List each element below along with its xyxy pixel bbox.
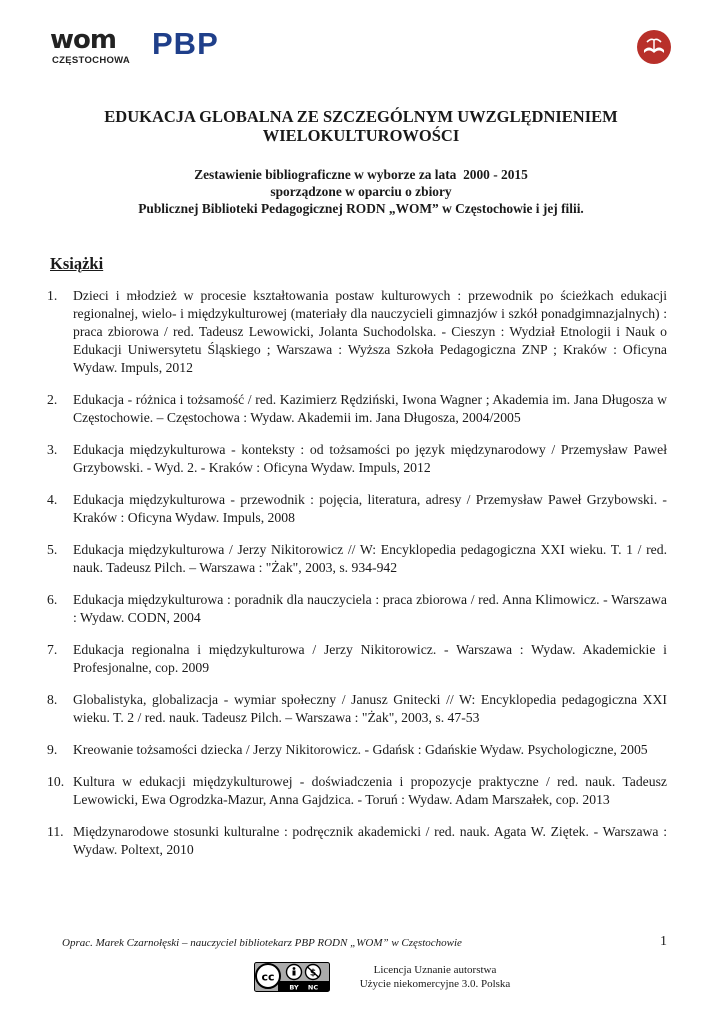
item-number: 11. — [47, 824, 64, 839]
open-book-logo-icon — [636, 29, 672, 65]
bibliography-item — [47, 441, 667, 477]
item-text: Dzieci i młodzież w procesie kształtowania postaw kulturowych : przewodnik po ścieżkach edukacji regionalnej, wielo- i międzykulturowej (materiały dla nauczycieli gimnazjów i szkół ponadgimnazjalnych) : praca zbiorowa / red. Tadeusz Lewowicki, Jolanta Suchodolska. - Cieszyn : Wydział Etnologii i Nauk o Edukacji Uniwersytetu Śląskiego ; Warszawa : Wyższa Szkoła Pedagogiczna ZNP ; Kraków : Oficyna Wydaw. Impuls, 2012 — [73, 288, 667, 375]
item-number: 3. — [47, 442, 58, 457]
item-text: Edukacja międzykulturowa - przewodnik : pojęcia, literatura, adresy / Przemysław Paweł Grzybowski. - Kraków : Oficyna Wydaw. Impuls, 2008 — [73, 492, 667, 525]
subtitle-line-1: Zestawienie bibliograficzne w wyborze za lata 2000 - 2015 — [194, 167, 528, 182]
wom-logo-city: CZĘSTOCHOWA — [52, 55, 131, 66]
pbp-logo-text: PBP — [152, 26, 219, 61]
item-number: 8. — [47, 692, 58, 707]
item-number: 1. — [47, 288, 58, 303]
item-text: Edukacja międzykulturowa / Jerzy Nikitorowicz // W: Encyklopedia pedagogiczna XXI wieku. T. 1 / red. nauk. Tadeusz Pilch. – Warszawa : "Żak", 2003, s. 934-942 — [73, 542, 667, 575]
bibliography-item — [47, 691, 667, 727]
item-number: 2. — [47, 392, 58, 407]
item-number: 9. — [47, 742, 58, 757]
license-line-1: Licencja Uznanie autorstwa — [373, 964, 497, 976]
item-text: Edukacja regionalna i międzykulturowa / Jerzy Nikitorowicz. - Warszawa : Wydaw. Akademickie i Profesjonalne, cop. 2009 — [73, 642, 667, 675]
title-line-1: EDUKACJA GLOBALNA ZE SZCZEGÓLNYM UWZGLĘDNIENIEM — [104, 107, 618, 126]
item-text: Edukacja - różnica i tożsamość / red. Kazimierz Rędziński, Iwona Wagner ; Akademia im. Jana Długosza w Częstochowie. – Częstochowa : Wydaw. Akademii im. Jana Długosza, 2004/2005 — [73, 392, 667, 425]
item-number: 7. — [47, 642, 58, 657]
bibliography-item — [47, 823, 667, 859]
item-text: Międzynarodowe stosunki kulturalne : podręcznik akademicki / red. nauk. Agata W. Ziętek. - Warszawa : Wydaw. Poltext, 2010 — [73, 824, 667, 857]
license-text — [335, 963, 535, 991]
item-text: Edukacja międzykulturowa : poradnik dla nauczyciela : praca zbiorowa / red. Anna Klimowicz. - Warszawa : Wydaw. CODN, 2004 — [73, 592, 667, 625]
bibliography-item — [47, 641, 667, 677]
bibliography-item — [47, 541, 667, 577]
bibliography-item — [47, 491, 667, 527]
header-logos — [50, 26, 672, 70]
bibliography-item — [47, 391, 667, 427]
item-text: Kreowanie tożsamości dziecka / Jerzy Nikitorowicz. - Gdańsk : Gdańskie Wydaw. Psychologiczne, 2005 — [73, 742, 648, 757]
bibliography-item — [47, 773, 667, 809]
document-title — [60, 107, 662, 145]
item-number: 6. — [47, 592, 58, 607]
title-line-2: WIELOKULTUROWOŚCI — [262, 126, 460, 145]
bibliography-item — [47, 287, 667, 377]
creative-commons-badge-icon — [254, 962, 330, 992]
item-number: 4. — [47, 492, 58, 507]
subtitle-line-3: Publicznej Biblioteki Pedagogicznej RODN „WOM” w Częstochowie i jej filii. — [138, 201, 584, 216]
cc-nc-label: NC — [307, 983, 319, 992]
item-text: Globalistyka, globalizacja - wymiar społeczny / Janusz Gnitecki // W: Encyklopedia pedagogiczna XXI wieku. T. 2 / red. nauk. Tadeusz Pilch. – Warszawa : "Żak", 2003, s. 47-53 — [73, 692, 667, 725]
wom-logo — [50, 25, 136, 66]
cc-by-label: BY — [289, 983, 299, 992]
bibliography-list — [47, 287, 667, 873]
item-text: Kultura w edukacji międzykulturowej - doświadczenia i propozycje praktyczne / red. nauk. Tadeusz Lewowicki, Ewa Ogrodzka-Mazur, Anna Gajdzica. - Toruń : Wydaw. Adam Marszałek, cop. 2013 — [73, 774, 667, 807]
bibliography-item — [47, 741, 667, 759]
item-number: 10. — [47, 774, 65, 789]
cc-label: cc — [261, 970, 275, 984]
footer-author: Oprac. Marek Czarnołęski – nauczyciel bibliotekarz PBP RODN „WOM” w Częstochowie — [62, 937, 462, 949]
wom-logo-text: wom — [50, 25, 116, 55]
document-subtitle — [60, 166, 662, 217]
svg-text:$: $ — [309, 968, 317, 979]
pbp-logo — [152, 26, 219, 62]
license-line-2: Użycie niekomercyjne 3.0. Polska — [359, 978, 511, 990]
section-heading-books: Książki — [50, 254, 104, 273]
subtitle-line-2: sporządzone w oparciu o zbiory — [270, 184, 452, 199]
item-text: Edukacja międzykulturowa - konteksty : od tożsamości po język międzynarodowy / Przemysław Paweł Grzybowski. - Wyd. 2. - Kraków : Oficyna Wydaw. Impuls, 2012 — [73, 442, 667, 475]
item-number: 5. — [47, 542, 58, 557]
page-number: 1 — [660, 934, 667, 949]
bibliography-item — [47, 591, 667, 627]
